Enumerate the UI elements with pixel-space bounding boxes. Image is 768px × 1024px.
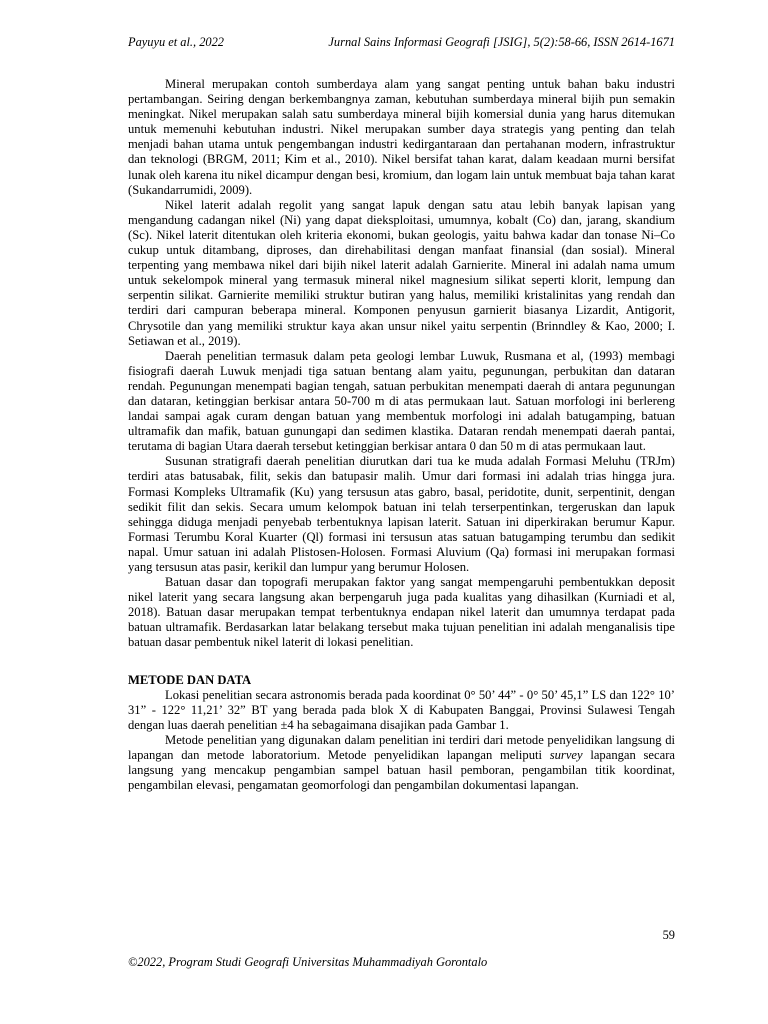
article-body xyxy=(128,77,675,793)
page-number: 59 xyxy=(662,928,675,942)
body-paragraph: Batuan dasar dan topografi merupakan faktor yang sangat mempengaruhi pembentukkan deposit nikel laterit yang secara langsung akan berpengaruh juga pada kualitas yang dihasilkan (Kurniadi et al, 2018). Batuan dasar merupakan tempat terbentuknya endapan nikel laterit dan umumnya terdapat pada batuan ultramafik. Berdasarkan latar belakang tersebut maka tujuan penelitian ini adalah menganalisis tipe batuan dasar pembentuk nikel laterit di lokasi penelitian. xyxy=(128,575,675,650)
body-paragraph: Mineral merupakan contoh sumberdaya alam yang sangat penting untuk bahan baku industri pertambangan. Seiring dengan berkembangnya zaman, kebutuhan sumberdaya mineral bijih pun semakin meningkat. Nikel merupakan salah satu sumberdaya mineral bijih komersial dunia yang harus ditemukan untuk memenuhi kebutuhan industri. Nikel merupakan sumber daya strategis yang penting dan telah menjadi bahan utama untuk pengembangan industri kedirgantaraan dan pertahanan modern, infrastruktur dan teknologi (BRGM, 2011; Kim et al., 2010). Nikel bersifat tahan karat, dalam keadaan murni bersifat lunak oleh karena itu nikel dicampur dengan besi, kromium, dan logam lain untuk membuat baja tahan karat (Sukandarrumidi, 2009). xyxy=(128,77,675,197)
method-paragraph xyxy=(128,733,675,793)
running-header xyxy=(128,34,675,50)
method-text-before: Metode penelitian yang digunakan dalam penelitian ini terdiri dari metode penyelidikan langsung di lapangan dan metode laboratorium. Metode penyelidikan lapangan meliputi xyxy=(128,732,675,762)
header-authors: Payuyu et al., 2022 xyxy=(128,35,225,49)
section-heading: METODE DAN DATA xyxy=(128,672,252,687)
method-text-italic: survey xyxy=(549,747,583,762)
header-journal-citation: Jurnal Sains Informasi Geografi [JSIG], 5(2):58-66, ISSN 2614-1671 xyxy=(328,35,675,49)
body-paragraph: Daerah penelitian termasuk dalam peta geologi lembar Luwuk, Rusmana et al, (1993) membagi fisiografi daerah Luwuk menjadi tiga satuan bentang alam yaitu, pegunungan, perbukitan dan dataran rendah. Pegunungan menempati bagian tengah, satuan perbukitan menempati daerah di antara pegunungan dan dataran, ketinggian berkisar antara 50-700 m di atas permukaan laut. Satuan morfologi ini berlereng landai sampai agak curam dengan batuan yang membentuk morfologi ini adalah batugamping, batuan ultramafik dan mafik, batuan gunungapi dan sedimen klastika. Dataran rendah menempati daerah pantai, terutama di bagian Utara daerah tersebut ketinggian berkisar antara 0 dan 50 m di atas permukaan laut. xyxy=(128,348,675,454)
body-paragraph: Nikel laterit adalah regolit yang sangat lapuk dengan satu atau lebih banyak lapisan yang mengandung cadangan nikel (Ni) yang dapat dieksploitasi, umumnya, kobalt (Co) dan, jarang, skandium (Sc). Nikel laterit ditentukan oleh kriteria ekonomi, bukan geologis, yaitu bahwa kadar dan tonase Ni–Co cukup untuk ditambang, diproses, dan direhabilitasi dengan manfaat finansial (dan sosial). Mineral terpenting yang membawa nikel dari bijih nikel laterit adalah Garnierite. Mineral ini adalah nama umum untuk sekelompok mineral yang termasuk mineral nikel magnesium silikat seperti klorit, lempung dan serpentin silikat. Garnierite memiliki struktur butiran yang halus, memiliki kristalinitas yang rendah dan terdiri dari campuran beberapa mineral. Komponen penyusun garnierit biasanya Lizardit, Antigorit, Chrysotile dan yang memiliki struktur kaya akan unsur nikel yaitu serpentin (Brinndley & Kao, 2000; I. Setiawan et al., 2019). xyxy=(128,197,675,348)
method-paragraph: Lokasi penelitian secara astronomis berada pada koordinat 0° 50’ 44” - 0° 50’ 45,1” LS dan 122° 10’ 31” - 122° 11,21’ 32” BT yang berada pada blok X di Kabupaten Banggai, Provinsi Sulawesi Tengah dengan luas daerah penelitian ±4 ha sebagaimana disajikan pada Gambar 1. xyxy=(128,687,675,732)
method-text-after: lapangan secara langsung yang mencakup pengambian sampel batuan hasil pemboran, pengambilan titik koordinat, pengambilan elevasi, pengamatan geomorfologi dan pengambilan dokumentasi lapangan. xyxy=(128,747,675,793)
body-paragraph: Susunan stratigrafi daerah penelitian diurutkan dari tua ke muda adalah Formasi Meluhu (TRJm) terdiri atas batusabak, filit, sekis dan batupasir malih. Umur dari formasi ini adalah trias hingga jura. Formasi Kompleks Ultramafik (Ku) yang tersusun atas gabro, basal, peridotite, dunit, serpentinit, dengan sedikit filit dan sekis. Secara umum kelompok batuan ini telah terserpentinkan, tergeruskan dan lapuk sehingga diduga menjadi penyebab terbentuknya lapisan laterit. Satuan ini diperkirakan berumur Kapur. Formasi Terumbu Koral Kuarter (Ql) formasi ini tersusun atas satuan batugamping terumbu dan sedikit napal. Umur satuan ini adalah Plistosen-Holosen. Formasi Aluvium (Qa) formasi ini merupakan formasi yang tersusun atas pasir, kerikil dan lumpur yang berumur Holosen. xyxy=(128,454,675,574)
page-footer: ©2022, Program Studi Geografi Universitas Muhammadiyah Gorontalo xyxy=(128,955,488,969)
